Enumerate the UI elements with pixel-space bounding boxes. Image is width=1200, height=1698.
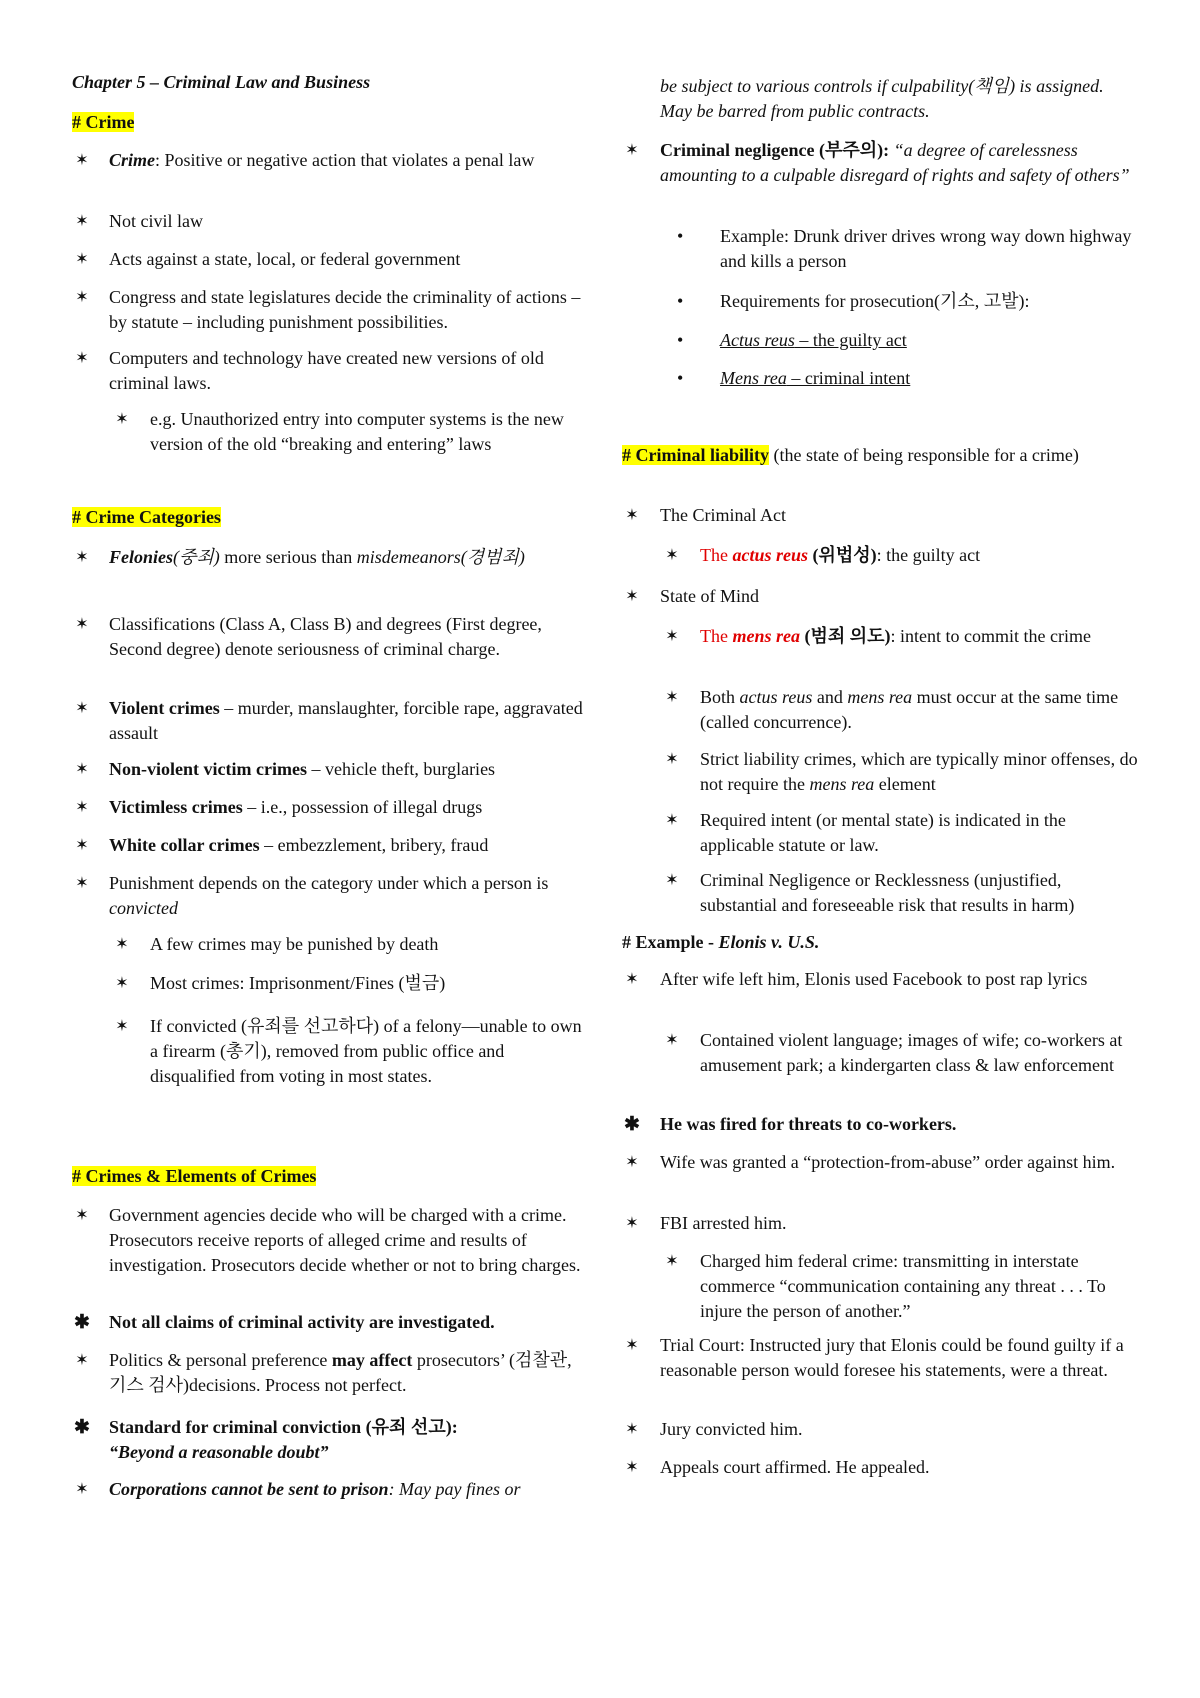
continued-text: be subject to various controls if culpability(책임) is assigned. May be barred from public contracts. <box>660 76 1104 121</box>
list-item: ✶ Both actus reus and mens rea must occur at the same time (called concurrence). <box>662 685 1142 735</box>
list-item: ✶ Charged him federal crime: transmitting in interstate commerce “communication containing any threat . . . To injure the person of another.” <box>662 1249 1142 1324</box>
section-heading-crime: # Crime <box>72 112 135 132</box>
star-bullet-icon: ✶ <box>75 549 89 566</box>
list-item: ✶ Appeals court affirmed. He appealed. <box>622 1455 1142 1480</box>
list-item: ✶ The mens rea (범죄 의도): intent to commit the crime <box>662 624 1142 649</box>
list-item: ✶ The actus reus (위법성): the guilty act <box>662 543 1142 568</box>
star-bullet-icon: ✶ <box>75 837 89 854</box>
list-item: • Requirements for prosecution(기소, 고발): <box>677 289 1142 314</box>
star-bullet-icon: ✱ <box>74 1417 90 1438</box>
star-bullet-icon: ✶ <box>115 1018 129 1035</box>
list-item: ✶ Acts against a state, local, or federal government <box>72 247 592 272</box>
list-item: ✶ Wife was granted a “protection-from-abuse” order against him. <box>622 1150 1142 1175</box>
star-bullet-icon: ✶ <box>625 971 639 988</box>
star-bullet-icon: ✶ <box>625 1337 639 1354</box>
dot-bullet-icon: • <box>677 368 684 388</box>
dot-bullet-icon: • <box>677 226 684 246</box>
star-bullet-icon: ✱ <box>624 1114 640 1135</box>
star-bullet-icon: ✶ <box>75 350 89 367</box>
list-item: ✶ Criminal Negligence or Recklessness (unjustified, substantial and foreseeable risk that results in harm) <box>662 868 1142 918</box>
list-item: ✶ Required intent (or mental state) is indicated in the applicable statute or law. <box>662 808 1142 858</box>
star-bullet-icon: ✶ <box>75 1207 89 1224</box>
list-item: ✶ Jury convicted him. <box>622 1417 1142 1442</box>
star-bullet-icon: ✶ <box>75 251 89 268</box>
list-item: ✶ Computers and technology have created new versions of old criminal laws. <box>72 346 592 396</box>
list-item: • Mens rea – criminal intent <box>677 366 1142 391</box>
list-item: ✶ State of Mind <box>622 584 1142 609</box>
list-item: ✶ Punishment depends on the category under which a person is convicted <box>72 871 592 921</box>
list-item: ✶ Politics & personal preference may affect prosecutors’ (검찰관, 기스 검사)decisions. Process not perfect. <box>72 1348 592 1398</box>
section-heading-example: # Example - Elonis v. U.S. <box>622 932 820 952</box>
star-bullet-icon: ✶ <box>665 812 679 829</box>
star-bullet-icon: ✶ <box>625 142 639 159</box>
list-item: ✶ Trial Court: Instructed jury that Elonis could be found guilty if a reasonable person would foresee his statements, were a threat. <box>622 1333 1142 1383</box>
star-bullet-icon: ✶ <box>75 1352 89 1369</box>
star-bullet-icon: ✶ <box>625 588 639 605</box>
star-bullet-icon: ✶ <box>625 1154 639 1171</box>
list-item: ✶ e.g. Unauthorized entry into computer systems is the new version of the old “breaking and entering” laws <box>112 407 592 457</box>
list-item: ✶ Most crimes: Imprisonment/Fines (벌금) <box>112 971 592 996</box>
list-item: ✶ Violent crimes – murder, manslaughter, forcible rape, aggravated assault <box>72 696 592 746</box>
list-item: ✶ Corporations cannot be sent to prison: May pay fines or <box>72 1477 592 1502</box>
star-bullet-icon: ✶ <box>75 616 89 633</box>
star-bullet-icon: ✶ <box>75 875 89 892</box>
star-bullet-icon: ✶ <box>665 689 679 706</box>
star-bullet-icon: ✶ <box>75 700 89 717</box>
list-item: ✶ Government agencies decide who will be charged with a crime. Prosecutors receive reports of alleged crime and results of investigation. Prosecutors decide whether or not to bring charges. <box>72 1203 592 1278</box>
list-item: ✶ Felonies(중죄) more serious than misdemeanors(경범죄) <box>72 545 592 570</box>
list-item: ✶ FBI arrested him. <box>622 1211 1142 1236</box>
list-item: ✱ Not all claims of criminal activity are investigated. <box>72 1310 592 1335</box>
chapter-title: Chapter 5 – Criminal Law and Business <box>72 72 371 92</box>
list-item: ✶ A few crimes may be punished by death <box>112 932 592 957</box>
section-heading-categories: # Crime Categories <box>72 507 221 527</box>
star-bullet-icon: ✶ <box>75 1481 89 1498</box>
list-item: ✱ Standard for criminal conviction (유죄 선고): “Beyond a reasonable doubt” <box>72 1415 592 1465</box>
list-item: ✶ Strict liability crimes, which are typically minor offenses, do not require the mens rea element <box>662 747 1142 797</box>
star-bullet-icon: ✶ <box>75 152 89 169</box>
star-bullet-icon: ✶ <box>665 628 679 645</box>
list-item: ✶ Congress and state legislatures decide the criminality of actions – by statute – including punishment possibilities. <box>72 285 592 335</box>
star-bullet-icon: ✶ <box>75 761 89 778</box>
list-item: ✶ Criminal negligence (부주의): “a degree of carelessness amounting to a culpable disregard of rights and safety of others” <box>622 138 1142 188</box>
list-item: ✶ Classifications (Class A, Class B) and degrees (First degree, Second degree) denote seriousness of criminal charge. <box>72 612 592 662</box>
star-bullet-icon: ✶ <box>665 547 679 564</box>
list-item: ✶ If convicted (유죄를 선고하다) of a felony—unable to own a firearm (총기), removed from public office and disqualified from voting in most states. <box>112 1014 592 1089</box>
star-bullet-icon: ✶ <box>75 213 89 230</box>
list-item: ✶ Victimless crimes – i.e., possession of illegal drugs <box>72 795 592 820</box>
star-bullet-icon: ✶ <box>665 872 679 889</box>
list-item: ✶ After wife left him, Elonis used Facebook to post rap lyrics <box>622 967 1142 992</box>
list-item: ✶ The Criminal Act <box>622 503 1142 528</box>
star-bullet-icon: ✶ <box>115 411 129 428</box>
star-bullet-icon: ✶ <box>625 1459 639 1476</box>
list-item: ✶ White collar crimes – embezzlement, bribery, fraud <box>72 833 592 858</box>
dot-bullet-icon: • <box>677 291 684 311</box>
star-bullet-icon: ✶ <box>75 289 89 306</box>
star-bullet-icon: ✶ <box>665 1253 679 1270</box>
star-bullet-icon: ✶ <box>665 751 679 768</box>
list-item: • Actus reus – the guilty act <box>677 328 1142 353</box>
section-heading-elements: # Crimes & Elements of Crimes <box>72 1166 317 1186</box>
star-bullet-icon: ✶ <box>115 975 129 992</box>
dot-bullet-icon: • <box>677 330 684 350</box>
star-bullet-icon: ✶ <box>75 799 89 816</box>
star-bullet-icon: ✶ <box>625 507 639 524</box>
section-heading-liability: # Criminal liability (the state of being responsible for a crime) <box>622 445 1079 465</box>
star-bullet-icon: ✶ <box>665 1032 679 1049</box>
list-item: ✱ He was fired for threats to co-workers. <box>622 1112 1142 1137</box>
star-bullet-icon: ✱ <box>74 1312 90 1333</box>
list-item: ✶ Contained violent language; images of wife; co-workers at amusement park; a kindergarten class & law enforcement <box>662 1028 1142 1078</box>
star-bullet-icon: ✶ <box>625 1215 639 1232</box>
list-item: • Example: Drunk driver drives wrong way down highway and kills a person <box>677 226 1132 271</box>
star-bullet-icon: ✶ <box>625 1421 639 1438</box>
list-item: ✶ Crime: Positive or negative action that violates a penal law <box>72 148 592 173</box>
list-item: ✶ Non-violent victim crimes – vehicle theft, burglaries <box>72 757 592 782</box>
star-bullet-icon: ✶ <box>115 936 129 953</box>
list-item: ✶ Not civil law <box>72 209 592 234</box>
